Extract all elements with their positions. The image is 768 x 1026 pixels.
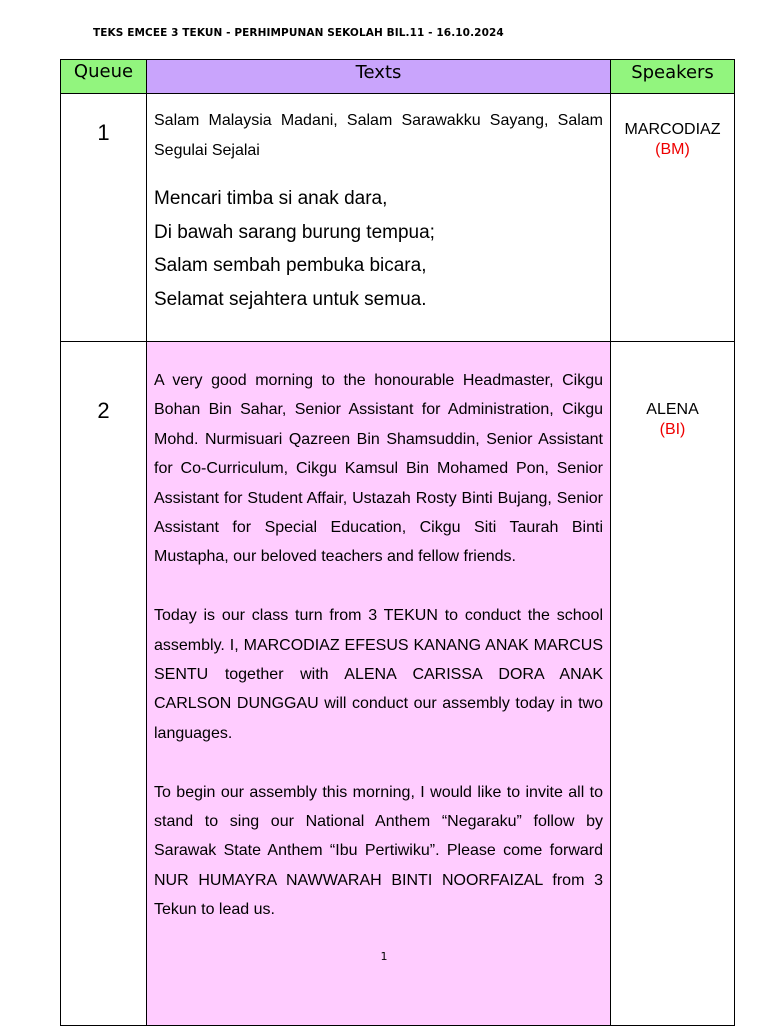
document-header: TEKS EMCEE 3 TEKUN - PERHIMPUNAN SEKOLAH BIL.11 - 16.10.2024 bbox=[93, 27, 504, 39]
paragraph: A very good morning to the honourable Headmaster, Cikgu Bohan Bin Sahar, Senior Assistant for Administration, Cikgu Mohd. Nurmisuari Qazreen Bin Shamsuddin, Senior Assistant for Co-Curriculum, Cikgu Kamsul Bin Mohamed Pon, Senior Assistant for Student Affair, Ustazah Rosty Binti Bujang, Senior Assistant for Special Education, Cikgu Siti Taurah Binti Mustapha, our beloved teachers and fellow friends. bbox=[154, 372, 603, 566]
text-cell bbox=[147, 94, 611, 342]
column-header-speakers: Speakers bbox=[611, 60, 735, 94]
column-header-queue: Queue bbox=[61, 60, 147, 94]
pantun-verse bbox=[154, 182, 603, 316]
table-row bbox=[61, 342, 735, 1026]
pantun-line: Mencari timba si anak dara, bbox=[154, 188, 388, 209]
speaker-name: ALENA bbox=[646, 401, 699, 418]
greeting-text: Salam Malaysia Madani, Salam Sarawakku Sayang, Salam Segulai Sejalai bbox=[154, 112, 603, 159]
pantun-line: Di bawah sarang burung tempua; bbox=[154, 221, 435, 243]
page-number: 1 bbox=[380, 950, 388, 963]
text-cell bbox=[147, 342, 611, 1026]
pantun-line: Salam sembah pembuka bicara, bbox=[154, 255, 427, 276]
queue-number: 1 bbox=[61, 94, 147, 342]
paragraph: Today is our class turn from 3 TEKUN to conduct the school assembly. I, MARCODIAZ EFESUS KANANG ANAK MARCUS SENTU together with ALENA CARISSA DORA ANAK CARLSON DUNGGAU will conduct our assembly today in two languages. bbox=[154, 607, 603, 742]
speaker-cell bbox=[611, 94, 735, 342]
speaker-language: (BM) bbox=[655, 141, 690, 158]
speaker-name: MARCODIAZ bbox=[624, 121, 721, 138]
queue-number: 2 bbox=[61, 342, 147, 1026]
speaker-cell bbox=[611, 342, 735, 1026]
emcee-script-table bbox=[60, 59, 735, 1026]
table-row bbox=[61, 94, 735, 342]
column-header-texts: Texts bbox=[147, 60, 611, 94]
pantun-line: Selamat sejahtera untuk semua. bbox=[154, 288, 427, 310]
speaker-language: (BI) bbox=[659, 421, 686, 438]
paragraph: To begin our assembly this morning, I would like to invite all to stand to sing our National Anthem “Negaraku” follow by Sarawak State Anthem “Ibu Pertiwiku”. Please come forward NUR HUMAYRA NAWWARAH BINTI NOORFAIZAL from 3 Tekun to lead us. bbox=[154, 783, 603, 919]
table-header-row bbox=[61, 60, 735, 94]
